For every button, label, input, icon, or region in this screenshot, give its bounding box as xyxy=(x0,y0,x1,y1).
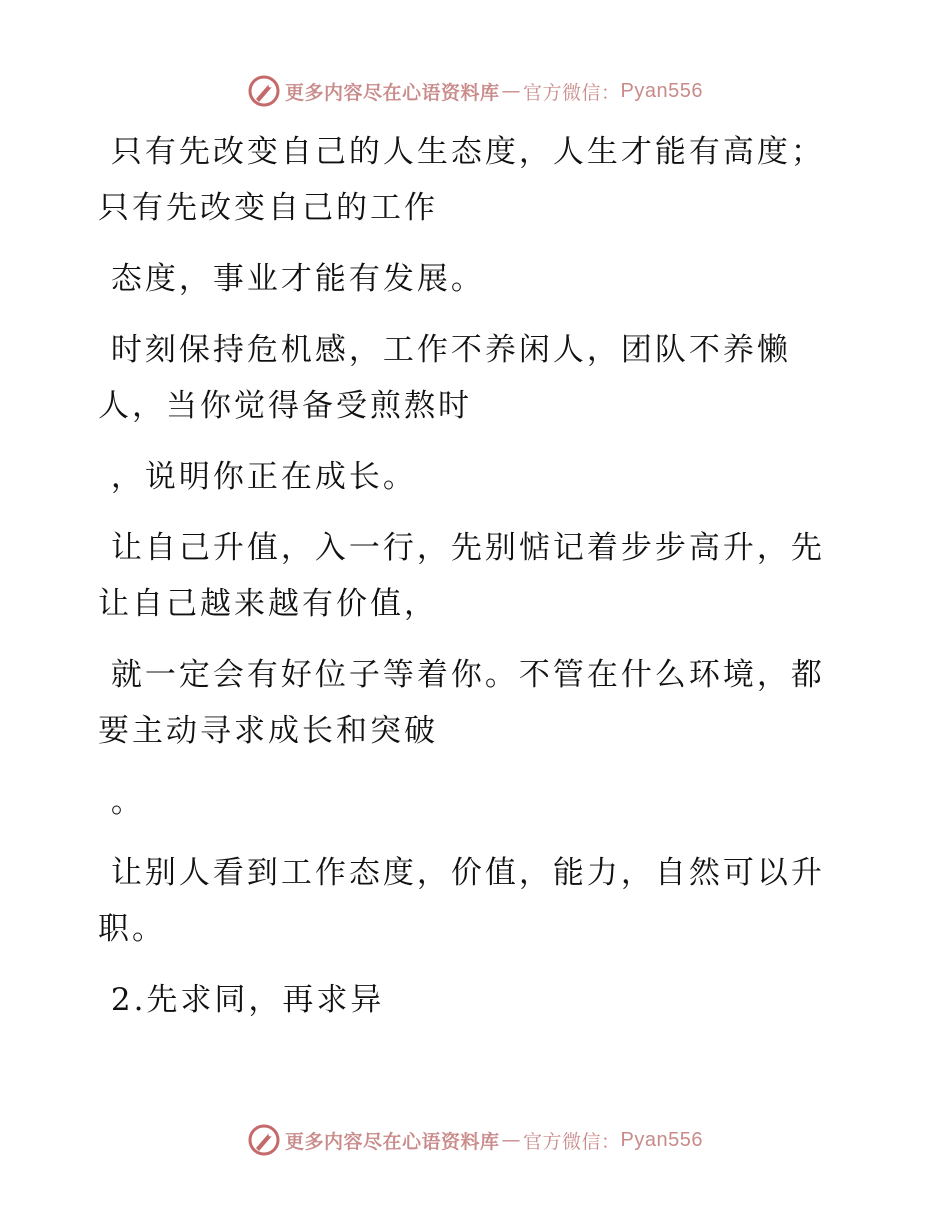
paragraph: ，说明你正在成长。 xyxy=(98,459,417,495)
paragraph: 时刻保持危机感，工作不养闲人，团队不养懒人，当你觉得备受煎熬时 xyxy=(98,332,791,424)
pen-logo-icon xyxy=(247,1123,281,1157)
watermark-sub-text: 官方微信： xyxy=(523,1130,621,1153)
footer-watermark xyxy=(0,1120,950,1160)
header-watermark xyxy=(0,71,950,111)
paragraph: 。 xyxy=(98,784,145,820)
pen-logo-icon xyxy=(247,74,281,108)
paragraph: 让别人看到工作态度，价值，能力，自然可以升职。 xyxy=(98,855,825,947)
document-body xyxy=(98,124,838,1043)
watermark-dash: — xyxy=(501,1129,522,1151)
watermark-main-text: 更多内容尽在心语资料库 xyxy=(285,1130,500,1153)
paragraph: 态度，事业才能有发展。 xyxy=(98,261,485,297)
watermark-wechat-id: Pyan556 xyxy=(620,1128,703,1151)
watermark-wechat-id: Pyan556 xyxy=(620,79,703,102)
section-heading: 2.先求同，再求异 xyxy=(98,982,385,1018)
paragraph: 让自己升值，入一行，先别惦记着步步高升，先让自己越来越有价值， xyxy=(98,530,825,622)
paragraph: 只有先改变自己的人生态度，人生才能有高度；只有先改变自己的工作 xyxy=(98,134,825,226)
watermark-sub-text: 官方微信： xyxy=(523,81,621,104)
watermark-main-text: 更多内容尽在心语资料库 xyxy=(285,81,500,104)
watermark-dash: — xyxy=(501,80,522,102)
paragraph: 就一定会有好位子等着你。不管在什么环境，都要主动寻求成长和突破 xyxy=(98,657,825,749)
